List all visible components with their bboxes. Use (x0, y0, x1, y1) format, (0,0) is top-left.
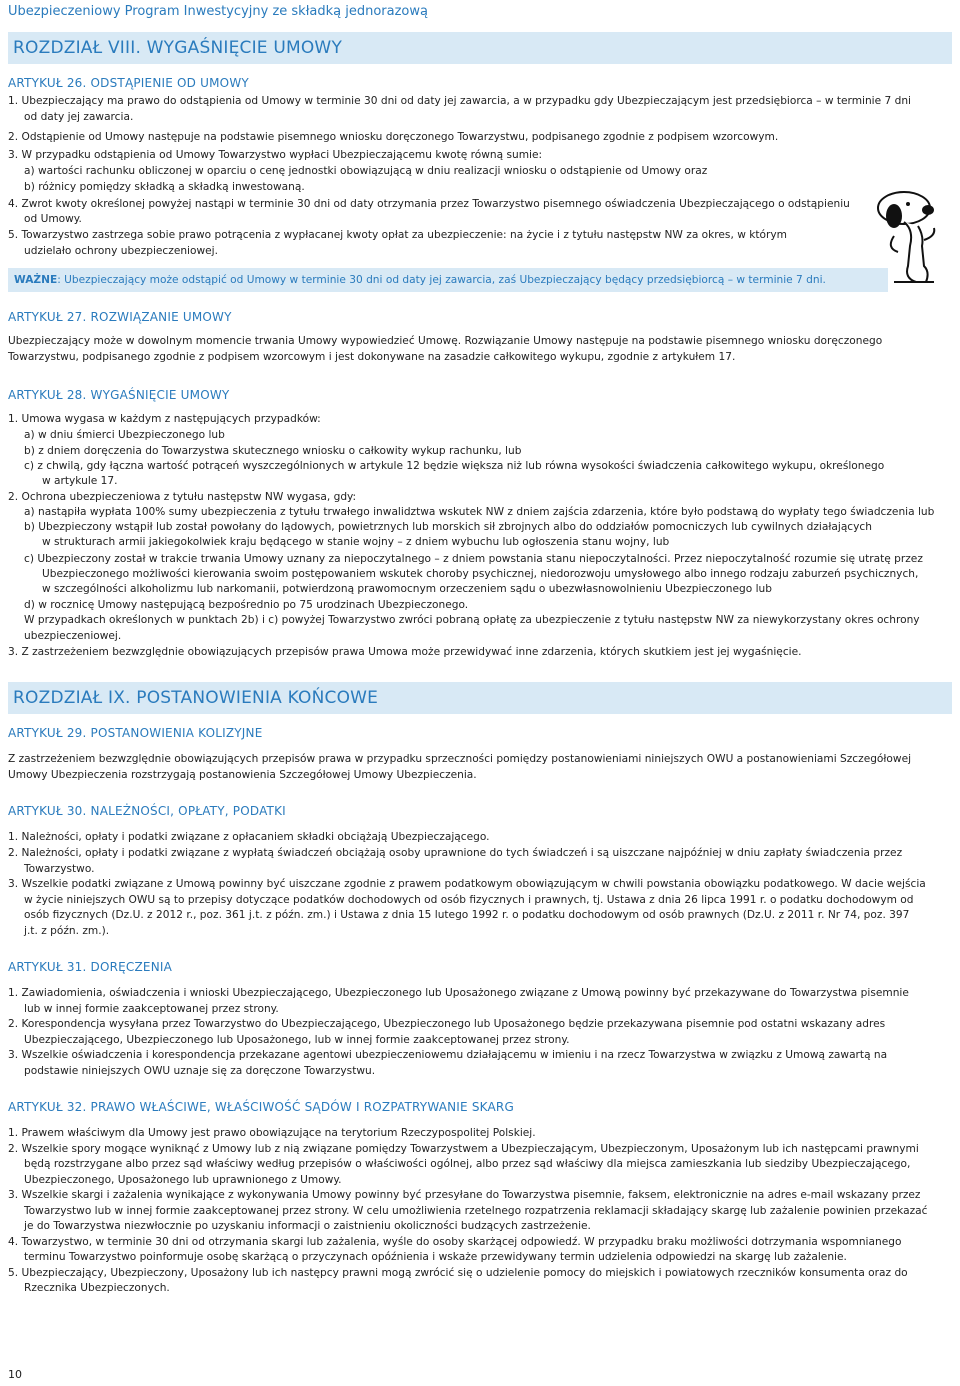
a28-l6: a) nastąpiła wypłata 100% sumy ubezpieczenia z tytułu trwałego inwalidztwa wskutek NW z dniem zajścia zdarzenia, które było podstawą do wypłaty tego świadczenia lub (24, 506, 935, 518)
a26-p5b: udzielało ochrony ubezpieczeniowej. (24, 245, 218, 257)
a30-l6: j.t. z późn. zm.). (24, 925, 110, 937)
a28-l9: c) Ubezpieczony został w trakcie trwania Umowy uznany za niepoczytalnego – z dniem powstania stanu niepoczytalności. Przez niepoczytalność rozumie się utratę przez (24, 553, 923, 565)
important-label: WAŻNE (14, 274, 58, 286)
a32-l0: 1. Prawem właściwym dla Umowy jest prawo obowiązujące na terytorium Rzeczypospolitej Polskiej. (8, 1127, 536, 1139)
a32-l3: Ubezpieczonego, Uposażonego lub uprawnionego z Umowy. (24, 1174, 342, 1186)
article-30-title: ARTYKUŁ 30. NALEŻNOŚCI, OPŁATY, PODATKI (8, 804, 286, 818)
a28-l8: w strukturach armii jakiegokolwiek kraju będącego w stanie wojny – z dniem wybuchu lub ogłoszenia stanu wojny, lub (42, 536, 670, 548)
a31-l2: 2. Korespondencja wysyłana przez Towarzystwo do Ubezpieczającego, Ubezpieczonego lub Uposażonego będzie przekazywana pisemnie pod ostatni wskazany adres (8, 1018, 886, 1030)
a28-l2: b) z dniem doręczenia do Towarzystwa skutecznego wniosku o całkowity wykup rachunku, lub (24, 445, 522, 457)
a28-l5: 2. Ochrona ubezpieczeniowa z tytułu następstw NW wygasa, gdy: (8, 491, 357, 503)
a32-l6: je do Towarzystwa niezwłocznie po uzyskaniu informacji o zaistnieniu okoliczności budzących zastrzeżenie. (24, 1220, 591, 1232)
a26-p1: 1. Ubezpieczający ma prawo do odstąpienia od Umowy w terminie 30 dni od daty jej zawarcia, a w przypadku gdy Ubezpieczającym jest przedsiębiorca – w terminie 7 dni (8, 95, 911, 107)
a28-l1: a) w dniu śmierci Ubezpieczonego lub (24, 429, 225, 441)
a26-p3: 3. W przypadku odstąpienia od Umowy Towarzystwo wypłaci Ubezpieczającemu kwotę równą sumie: (8, 149, 543, 161)
article-31-title: ARTYKUŁ 31. DORĘCZENIA (8, 960, 173, 974)
a26-p4b: od Umowy. (24, 213, 82, 225)
article-28-title: ARTYKUŁ 28. WYGAŚNIĘCIE UMOWY (8, 388, 230, 402)
a32-l4: 3. Wszelkie skargi i zażalenia wynikające z wykonywania Umowy powinny być przesyłane do Towarzystwa pisemnie, faksem, elektronicznie na adres e-mail wskazany przez (8, 1189, 921, 1201)
a29-l2: Umowy Ubezpieczenia rozstrzygają postanowienia Szczegółowej Umowy Ubezpieczenia. (8, 769, 477, 781)
a32-l8: terminu Towarzystwo poinformuje osobę skarżącą o przyczynach opóźnienia i wskaże przewidywany termin udzielenia odpowiedzi na skargę lub zażalenie. (24, 1251, 847, 1263)
article-29-title: ARTYKUŁ 29. POSTANOWIENIA KOLIZYJNE (8, 726, 263, 740)
a29-l1: Z zastrzeżeniem bezwzględnie obowiązujących przepisów prawa w przypadku sprzeczności pomiędzy postanowieniami niniejszych OWU a postanowieniami Szczegółowej (8, 753, 912, 765)
a32-l10: Rzecznika Ubezpieczonych. (24, 1282, 170, 1294)
page-number: 10 (8, 1368, 22, 1381)
a26-p4: 4. Zwrot kwoty określonej powyżej nastąpi w terminie 30 dni od daty otrzymania przez Towarzystwo pisemnego oświadczenia Ubezpieczającego o odstąpieniu (8, 198, 850, 210)
article-26-title: ARTYKUŁ 26. ODSTĄPIENIE OD UMOWY (8, 76, 249, 90)
a32-l9: 5. Ubezpieczający, Ubezpieczony, Uposażony lub ich następcy prawni mogą zwrócić się o udzielenie pomocy do miejskich i powiatowych rzeczników konsumenta oraz do (8, 1267, 908, 1279)
a28-l0: 1. Umowa wygasa w każdym z następujących przypadków: (8, 413, 321, 425)
a31-l1: lub w innej formie zaakceptowanej przez strony. (24, 1003, 279, 1015)
a28-l3: c) z chwilą, gdy łączna wartość potrąceń wyszczególnionych w artykule 12 będzie większa niż lub równa wysokości świadczenia całkowitego wykupu, określonego (24, 460, 885, 472)
a32-l1: 2. Wszelkie spory mogące wyniknąć z Umowy lub z nią związane pomiędzy Towarzystwem a Ubezpieczającym, Ubezpieczonym, Uposażonym lub ich następcami prawnymi (8, 1143, 919, 1155)
a27-l2: Towarzystwu, podpisanego zgodnie z podpisem wzorcowym i jest dokonywane na zasadzie całkowitego wykupu, zgodnie z artykułem 17. (8, 351, 736, 363)
a26-p2: 2. Odstąpienie od Umowy następuje na podstawie pisemnego wniosku doręczonego Towarzystwu, podpisanego zgodnie z podpisem wzorcowym. (8, 131, 779, 143)
a30-l3: 3. Wszelkie podatki związane z Umową powinny być uiszczane zgodnie z prawem podatkowym obowiązującym w chwili powstania obowiązku podatkowego. W dacie wejścia (8, 878, 926, 890)
a26-p1b: od daty jej zawarcia. (24, 111, 134, 123)
article-32-title: ARTYKUŁ 32. PRAWO WŁAŚCIWE, WŁAŚCIWOŚĆ SĄDÓW I ROZPATRYWANIE SKARG (8, 1100, 514, 1114)
chapter-8-heading: ROZDZIAŁ VIII. WYGAŚNIĘCIE UMOWY (8, 32, 952, 64)
a26-p3a: a) wartości rachunku obliczonej w oparciu o cenę jednostki obowiązującą w dniu realizacji wniosku o odstąpienie od Umowy oraz (24, 165, 708, 177)
a28-l15: 3. Z zastrzeżeniem bezwzględnie obowiązujących przepisów prawa Umowa może przewidywać inne zdarzenia, których skutkiem jest jej wygaśnięcie. (8, 646, 802, 658)
important-text: : Ubezpieczający może odstąpić od Umowy w terminie 30 dni od daty jej zawarcia, zaś Ubezpieczający będący przedsiębiorcą – w terminie 7 dni. (57, 274, 826, 286)
a31-l0: 1. Zawiadomienia, oświadczenia i wnioski Ubezpieczającego, Ubezpieczonego lub Uposażonego związane z Umową powinny być przekazywane do Towarzystwa pisemnie (8, 987, 909, 999)
a28-l4: w artykule 17. (42, 475, 118, 487)
a32-l5: Towarzystwo lub w innej formie zaakceptowanej przez strony. W celu umożliwienia rzetelnego rozpatrzenia reklamacji składający skargę lub zażalenie powinien przekazać (24, 1205, 928, 1217)
a32-l2: będą rozstrzygane albo przez sąd właściwy według przepisów o właściwości ogólnej, albo przez sąd właściwy dla miejsca zamieszkania lub siedziby Ubezpieczającego, (24, 1158, 911, 1170)
a28-l10: Ubezpieczonego możliwości kierowania swoim postępowaniem wskutek choroby psychicznej, niedorozwoju umysłowego albo innego rodzaju zaburzeń psychicznych, (42, 568, 919, 580)
a30-l2: Towarzystwo. (24, 863, 95, 875)
running-title: Ubezpieczeniowy Program Inwestycyjny ze składką jednorazową (8, 4, 428, 19)
a28-l12: d) w rocznicę Umowy następującą bezpośrednio po 75 urodzinach Ubezpieczonego. (24, 599, 469, 611)
a30-l1: 2. Należności, opłaty i podatki związane z wypłatą świadczeń obciążają osoby uprawnione do tych świadczeń i są uiszczane najpóźniej w dniu zapłaty świadczenia przez (8, 847, 903, 859)
a28-l7: b) Ubezpieczony wstąpił lub został powołany do lądowych, powietrznych lub morskich sił zbrojnych albo do oddziałów pomocniczych lub cywilnych działających (24, 521, 872, 533)
a30-l0: 1. Należności, opłaty i podatki związane z opłacaniem składki obciążają Ubezpieczającego. (8, 831, 490, 843)
important-note (8, 268, 888, 292)
article-27-title: ARTYKUŁ 27. ROZWIĄZANIE UMOWY (8, 310, 232, 324)
a31-l4: 3. Wszelkie oświadczenia i korespondencja przekazane agentowi ubezpieczeniowemu działającemu w imieniu i na rzecz Towarzystwa w związku z Umową zawartą na (8, 1049, 888, 1061)
a28-l13: W przypadkach określonych w punktach 2b) i c) powyżej Towarzystwo zwróci pobraną opłatę za ubezpieczenie z tytułu następstw NW za niewykorzystany okres ochrony (24, 614, 920, 626)
a26-p5: 5. Towarzystwo zastrzega sobie prawo potrącenia z wypłacanej kwoty opłat za ubezpieczenie: na życie i z tytułu następstw NW za okres, w którym (8, 229, 787, 241)
a28-l11: w szczególności alkoholizmu lub narkomanii, potwierdzoną prawomocnym orzeczeniem sądu o ubezwłasnowolnieniu Ubezpieczonego lub (42, 583, 772, 595)
a32-l7: 4. Towarzystwo, w terminie 30 dni od otrzymania skargi lub zażalenia, wyśle do osoby skarżącej odpowiedź. W przypadku braku możliwości dotrzymania wspomnianego (8, 1236, 902, 1248)
a30-l5: osób fizycznych (Dz.U. z 2012 r., poz. 361 j.t. z późn. zm.) i Ustawa z dnia 15 lutego 1992 r. o podatku dochodowym od osób prawnych (Dz.U. z 2011 r. Nr 74, poz. 397 (24, 909, 910, 921)
a27-l1: Ubezpieczający może w dowolnym momencie trwania Umowy wypowiedzieć Umowę. Rozwiązanie Umowy następuje na podstawie pisemnego wniosku doręczonego (8, 335, 883, 347)
a31-l3: Ubezpieczającego, Ubezpieczonego lub Uposażonego, lub w innej formie zaakceptowanej przez strony. (24, 1034, 570, 1046)
a31-l5: podstawie niniejszych OWU uznaje się za doręczone Towarzystwu. (24, 1065, 376, 1077)
chapter-9-heading: ROZDZIAŁ IX. POSTANOWIENIA KOŃCOWE (8, 682, 952, 714)
a28-l14: ubezpieczeniowej. (24, 630, 122, 642)
a30-l4: w życie niniejszych OWU są to przepisy dotyczące podatków dochodowych od osób fizycznych i prawnych, tj. Ustawa z dnia 26 lipca 1991 r. o podatku dochodowym od (24, 894, 914, 906)
a26-p3b: b) różnicy pomiędzy składką a składką inwestowaną. (24, 181, 305, 193)
